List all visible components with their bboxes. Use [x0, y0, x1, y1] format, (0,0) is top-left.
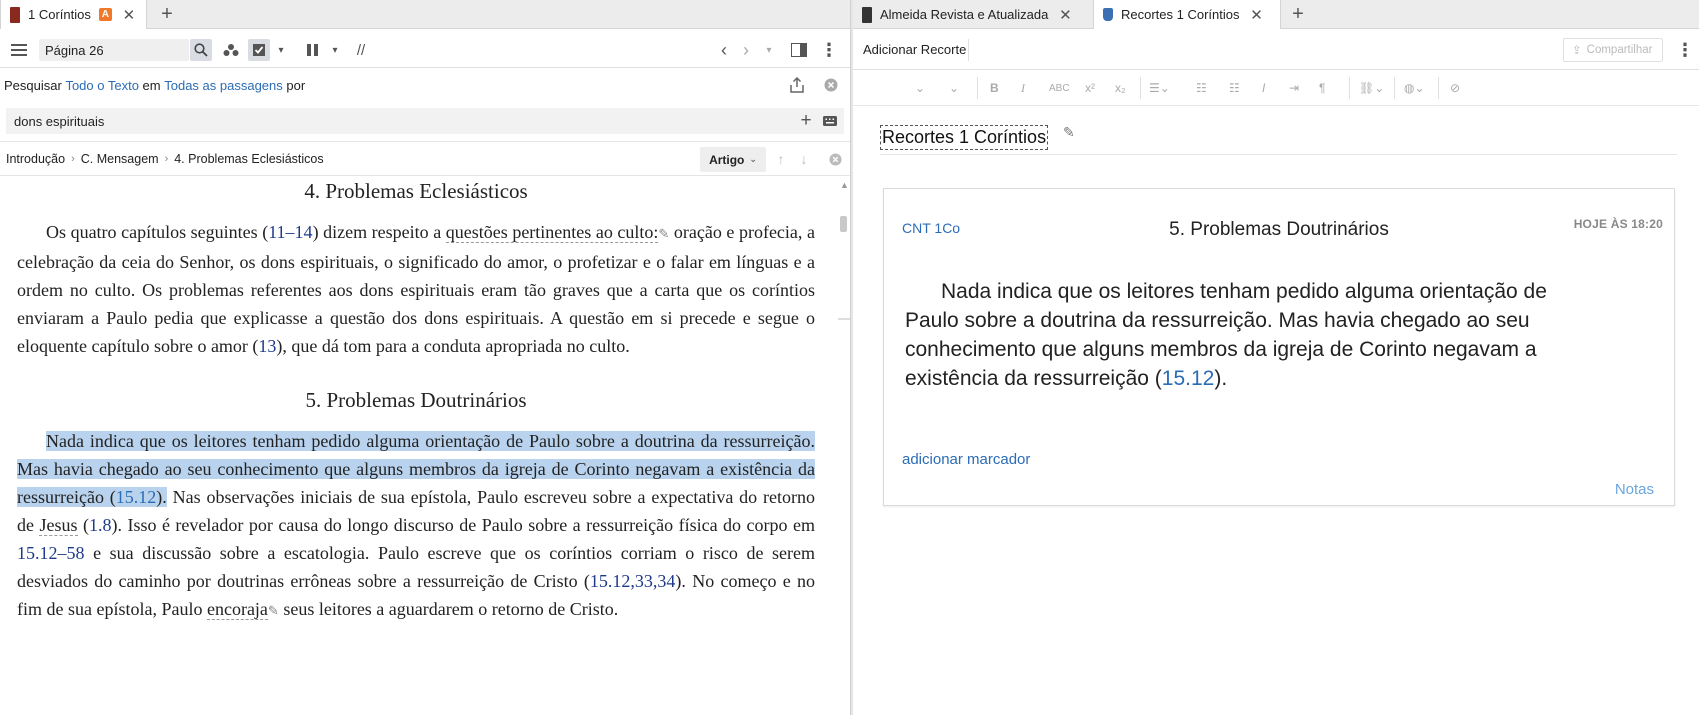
arrow-down-icon[interactable]: ↓: [800, 151, 808, 167]
badge-icon: A: [99, 8, 112, 21]
add-clipping-button[interactable]: Adicionar Recorte: [863, 42, 967, 57]
verse-link[interactable]: 11–14: [268, 222, 313, 242]
block-icon[interactable]: ⊘: [1450, 81, 1461, 95]
highlighted-text[interactable]: Nada indica que os leitores tenham pedido alguma orientação de Paulo sobre a doutrina da ressurreição. Mas havia chegado ao seu conhecimento que alguns membros da igreja de Corinto negavam a existência da ressurreição (15.12).: [17, 431, 815, 507]
close-icon[interactable]: ✕: [1059, 6, 1072, 24]
article-body: [17, 177, 815, 715]
columns-icon[interactable]: [302, 39, 324, 61]
clear-format-icon[interactable]: I: [1262, 81, 1266, 95]
smallcaps-button[interactable]: ABC: [1049, 83, 1070, 94]
new-tab-button[interactable]: +: [1292, 3, 1304, 25]
edit-pencil-icon[interactable]: ✎: [1063, 124, 1075, 140]
keyboard-icon[interactable]: [820, 110, 840, 132]
tab-title: 1 Coríntios: [28, 7, 91, 22]
right-tabbar: [853, 0, 1699, 29]
link-icon[interactable]: ⛓⌄: [1359, 81, 1385, 95]
tab-recortes[interactable]: [1093, 0, 1281, 29]
chevron-down-icon[interactable]: ▾: [332, 44, 338, 56]
share-icon[interactable]: [786, 74, 808, 96]
chevron-right-icon: ›: [71, 152, 75, 165]
verse-link[interactable]: 15.12,33,34: [589, 571, 676, 591]
verse-link[interactable]: 15.12: [115, 487, 157, 507]
pencil-icon: ✎: [267, 603, 279, 618]
verse-link[interactable]: 15.12–58: [17, 543, 85, 563]
layout-icon[interactable]: [788, 39, 810, 61]
menu-icon[interactable]: [8, 39, 30, 61]
search-scope-link[interactable]: Todo o Texto: [65, 78, 139, 93]
language-icon[interactable]: ◍⌄: [1404, 81, 1425, 95]
bullet-list-icon[interactable]: ☷: [1196, 81, 1207, 95]
italic-button[interactable]: I: [1021, 81, 1025, 95]
divider: [968, 39, 969, 61]
document-title[interactable]: Recortes 1 Coríntios: [880, 125, 1048, 150]
clipping-card[interactable]: [883, 188, 1675, 506]
search-query-field[interactable]: [6, 108, 844, 134]
notes-link[interactable]: Notas: [1614, 481, 1654, 498]
add-term-icon[interactable]: +: [800, 110, 812, 131]
search-in-label: em: [142, 78, 161, 93]
divider: [1140, 77, 1141, 99]
more-icon[interactable]: ⋮: [1676, 39, 1694, 60]
align-icon[interactable]: ☰⌄: [1149, 81, 1170, 95]
arrow-up-icon[interactable]: ↑: [777, 151, 785, 167]
add-tag-link[interactable]: adicionar marcador: [902, 451, 1031, 468]
checkbox-view-icon[interactable]: [248, 39, 270, 61]
style-dropdown-icon[interactable]: ⌄: [915, 81, 926, 95]
close-icon[interactable]: ✕: [1250, 6, 1263, 24]
search-prefix: Pesquisar: [4, 78, 62, 93]
tab-title: Almeida Revista e Atualizada: [880, 7, 1049, 22]
share-button[interactable]: [1563, 38, 1663, 62]
divider: [1349, 77, 1350, 99]
verse-link[interactable]: 13: [258, 336, 277, 356]
close-crumb-icon[interactable]: [826, 150, 844, 168]
chevron-down-icon[interactable]: ▾: [278, 44, 284, 56]
clipping-date: HOJE ÀS 18:20: [1573, 217, 1663, 231]
right-pane: [853, 0, 1699, 715]
tab-title: Recortes 1 Coríntios: [1121, 7, 1240, 22]
bold-button[interactable]: B: [990, 81, 999, 95]
numbered-list-icon[interactable]: ☷: [1229, 81, 1240, 95]
back-icon[interactable]: ‹: [721, 39, 727, 60]
book-icon: [10, 7, 20, 23]
share-icon: ⇪: [1572, 45, 1582, 57]
clipping-source-link[interactable]: CNT 1Co: [902, 220, 961, 236]
search-query: dons espirituais: [14, 113, 105, 129]
divider: [1438, 77, 1439, 99]
paragraph: Os quatro capítulos seguintes (11–14) dizem respeito a questões pertinentes ao culto:✎ oração e profecia, a celebração da ceia do Senhor, os dons espirituais, o significado do amor, o profetizar e o falar em línguas e a ordem no culto. Os problemas referentes aos dons espirituais eram tão graves que a carta que os coríntios enviaram a Paulo pedia que explicasse a questão dos dons espirituais. A questão em si precede e segue o eloquente capítulo sobre o amor (13), que dá tom para a conduta apropriada no culto.: [17, 222, 815, 356]
scroll-up-icon[interactable]: ▲: [840, 180, 849, 190]
tab-almeida[interactable]: [853, 0, 1093, 29]
annotated-text[interactable]: Jesus: [39, 515, 78, 535]
section-heading: 4. Problemas Eclesiásticos: [304, 179, 528, 203]
breadcrumb-item[interactable]: Introdução: [6, 151, 66, 166]
search-range-link[interactable]: Todas as passagens: [164, 78, 283, 93]
left-toolbar: [0, 30, 850, 68]
annotated-text[interactable]: encoraja: [206, 599, 268, 619]
history-dropdown-icon[interactable]: ▾: [766, 44, 772, 56]
view-mode-label: Artigo: [709, 152, 745, 167]
tab-1-corintios[interactable]: [0, 0, 147, 29]
forward-icon[interactable]: ›: [743, 39, 749, 60]
view-mode-dropdown[interactable]: [700, 147, 766, 172]
close-icon[interactable]: ✕: [122, 6, 136, 24]
scroll-thumb[interactable]: [840, 216, 847, 232]
people-icon[interactable]: [220, 39, 242, 61]
paragraph: Nada indica que os leitores tenham pedido alguma orientação de Paulo sobre a doutrina da ressurreição. Mas havia chegado ao seu conhecimento que alguns membros da igreja de Corinto negavam a existência da ressurreição (15.12). Nas observações iniciais de sua epístola, Paulo escreveu sobre a expectativa do retorno de Jesus (1.8). Isso é revelador por causa do longo discurso de Paulo sobre a ressurreição física do corpo em 15.12–58 e sua discussão sobre a escatologia. Paulo escreve que os coríntios corriam o risco de serem desviados do caminho por doutrinas errôneas sobre a ressurreição de Cristo (15.12,33,34). No começo e no fim de sua epístola, Paulo encoraja✎ seus leitores a aguardarem o retorno de Cristo.: [17, 431, 815, 619]
clipping-text[interactable]: Nada indica que os leitores tenham pedido alguma orientação de Paulo sobre a doutrina da ressurreição. Mas havia chegado ao seu conhecimento que alguns membros da igreja de Corinto negavam a existência da ressurreição (15.12).: [905, 280, 1547, 390]
scroll-marker: [838, 318, 850, 320]
new-tab-button[interactable]: +: [161, 3, 173, 25]
left-tabbar: [0, 0, 850, 29]
parallel-icon[interactable]: //: [356, 41, 366, 59]
verse-link[interactable]: 1.8: [88, 515, 112, 535]
article-scrollbar[interactable]: [838, 180, 848, 320]
divider: [1394, 77, 1395, 99]
clipping-icon: [1103, 8, 1113, 21]
search-by-label: por: [286, 78, 306, 93]
breadcrumb-item[interactable]: 4. Problemas Eclesiásticos: [174, 151, 324, 166]
right-toolbar: [853, 30, 1699, 70]
subscript-button[interactable]: x₂: [1115, 81, 1126, 95]
page-input[interactable]: [39, 39, 189, 61]
more-icon[interactable]: ⋮: [820, 39, 838, 60]
indent-icon[interactable]: ⇥: [1289, 81, 1300, 95]
paragraph-icon[interactable]: ¶: [1319, 81, 1326, 95]
pencil-icon: ✎: [658, 226, 670, 241]
annotated-text[interactable]: questões pertinentes ao culto:: [445, 222, 659, 242]
verse-link[interactable]: 15.12: [1161, 367, 1215, 390]
search-button[interactable]: [190, 39, 212, 61]
share-label: Compartilhar: [1586, 44, 1653, 56]
search-row: [0, 69, 850, 102]
breadcrumb: [0, 141, 850, 176]
format-toolbar: [853, 70, 1699, 106]
size-dropdown-icon[interactable]: ⌄: [949, 81, 960, 95]
divider: [977, 77, 978, 99]
book-icon: [862, 7, 872, 23]
chevron-right-icon: ›: [164, 152, 169, 165]
search-icon: [194, 43, 208, 57]
clipping-title: 5. Problemas Doutrinários: [1169, 219, 1389, 240]
section-heading: 5. Problemas Doutrinários: [305, 388, 527, 412]
superscript-button[interactable]: x²: [1085, 81, 1095, 95]
close-search-icon[interactable]: [822, 76, 840, 94]
breadcrumb-item[interactable]: C. Mensagem: [80, 151, 159, 166]
chevron-down-icon: ⌄: [749, 154, 757, 164]
title-divider: [880, 154, 1677, 155]
